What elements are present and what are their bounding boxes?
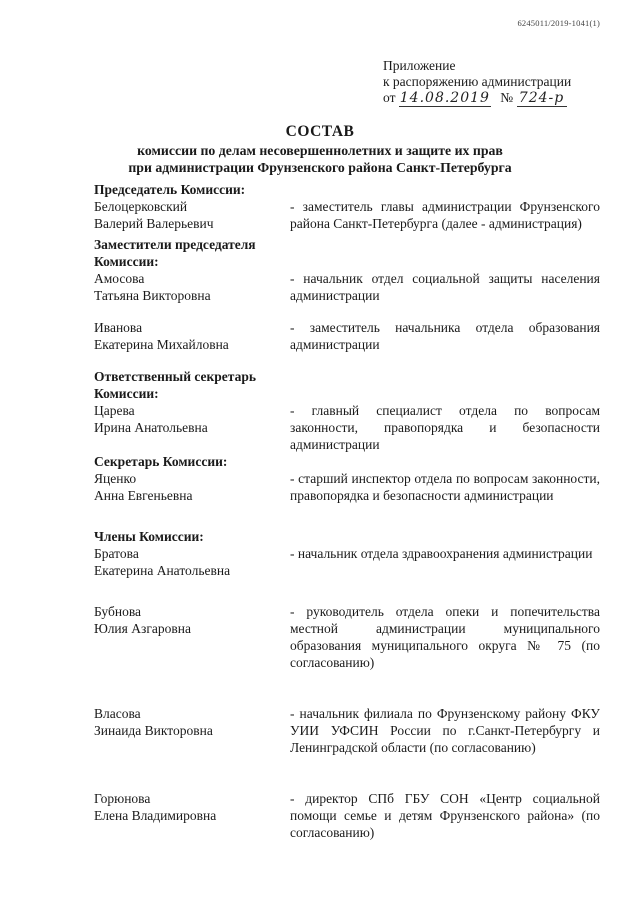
member-row <box>94 705 600 756</box>
member-role: - старший инспектор отдела по вопросам законности, правопорядка и безопасности администрации <box>290 471 600 503</box>
member-row <box>94 545 600 579</box>
member-row <box>94 319 600 353</box>
member-role: - заместитель главы администрации Фрунзенского района Санкт-Петербурга (далее - администрация) <box>290 199 600 231</box>
member-given-name: Валерий Валерьевич <box>94 216 214 231</box>
section-heading-responsible-secretary: Ответственный секретарь Комиссии: <box>94 369 256 401</box>
member-surname: Белоцерковский <box>94 199 188 214</box>
member-row <box>94 603 600 671</box>
member-role: - заместитель начальника отдела образования администрации <box>290 320 600 352</box>
appendix-block <box>383 58 571 107</box>
member-row <box>94 198 600 232</box>
member-surname: Братова <box>94 546 139 561</box>
title-line2: при администрации Фрунзенского района Санкт-Петербурга <box>128 160 512 175</box>
appendix-line2: к распоряжению администрации <box>383 74 572 89</box>
title-block <box>0 122 640 176</box>
member-role: - директор СПб ГБУ СОН «Центр социальной помощи семье и детям Фрунзенского района» (по согласованию) <box>290 791 600 840</box>
member-surname: Бубнова <box>94 604 142 619</box>
member-surname: Яценко <box>94 471 137 486</box>
member-given-name: Ирина Анатольевна <box>94 420 208 435</box>
member-given-name: Екатерина Анатольевна <box>94 563 231 578</box>
member-role: - главный специалист отдела по вопросам законности, правопорядка и безопасности администрации <box>290 403 600 452</box>
member-given-name: Екатерина Михайловна <box>94 337 229 352</box>
member-surname: Власова <box>94 706 141 721</box>
member-given-name: Юлия Азгаровна <box>94 621 191 636</box>
section-heading-members: Члены Комиссии: <box>94 529 204 544</box>
member-role: - начальник отдел социальной защиты населения администрации <box>290 271 600 303</box>
member-name <box>94 198 290 232</box>
section-heading-secretary: Секретарь Комиссии: <box>94 454 228 469</box>
member-role: - руководитель отдела опеки и попечительства местной администрации муниципального образования муниципального округа № 75 (по согласованию) <box>290 604 600 670</box>
member-given-name: Татьяна Викторовна <box>94 288 211 303</box>
member-name <box>94 545 290 579</box>
member-name <box>94 790 290 841</box>
section-heading-chairman: Председатель Комиссии: <box>94 182 246 197</box>
member-row <box>94 270 600 304</box>
member-row <box>94 402 600 453</box>
member-row <box>94 470 600 504</box>
member-name <box>94 603 290 671</box>
member-surname: Горюнова <box>94 791 151 806</box>
appendix-line1: Приложение <box>383 58 456 73</box>
member-name <box>94 470 290 504</box>
member-given-name: Зинаида Викторовна <box>94 723 213 738</box>
member-given-name: Анна Евгеньевна <box>94 488 193 503</box>
member-name <box>94 270 290 304</box>
member-given-name: Елена Владимировна <box>94 808 217 823</box>
member-role: - начальник отдела здравоохранения администрации <box>290 546 593 561</box>
handwritten-number: 724-р <box>517 90 567 107</box>
commission-list <box>94 181 600 841</box>
member-surname: Иванова <box>94 320 143 335</box>
section-heading-deputies: Заместители председателя Комиссии: <box>94 237 256 269</box>
from-label: от <box>383 90 396 105</box>
member-role: - начальник филиала по Фрунзенскому району ФКУ УИИ УФСИН России по г.Санкт-Петербургу и Ленинградской области (по согласованию) <box>290 706 600 755</box>
member-row <box>94 790 600 841</box>
title-line1: комиссии по делам несовершеннолетних и защите их прав <box>137 143 503 158</box>
handwritten-date: 14.08.2019 <box>399 90 490 106</box>
member-name <box>94 705 290 756</box>
member-surname: Амосова <box>94 271 145 286</box>
member-surname: Царева <box>94 403 135 418</box>
number-label: № <box>500 90 514 105</box>
appendix-date-line <box>383 90 571 107</box>
member-name <box>94 402 290 453</box>
member-name <box>94 319 290 353</box>
document-number: 6245011/2019-1041(1) <box>517 18 600 28</box>
page-title: СОСТАВ <box>285 123 355 140</box>
